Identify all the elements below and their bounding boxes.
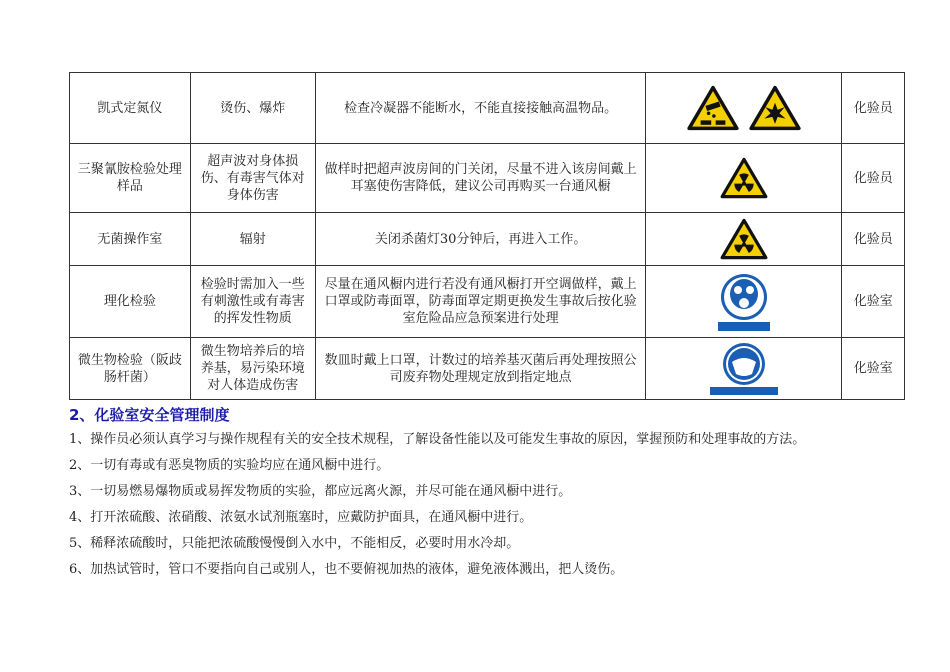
rule-item: 3、一切易燃易爆物质或易挥发物质的实验，都应远离火源，并尽可能在通风橱中进行。	[69, 484, 572, 499]
measures-cell: 做样时把超声波房间的门关闭，尽量不进入该房间戴上耳塞使伤害降低，建议公司再购买一台通风橱	[315, 144, 646, 213]
table-row	[70, 213, 905, 266]
section-heading: 2、化验室安全管理制度	[69, 406, 230, 424]
radiation-warning-sign	[715, 157, 773, 199]
signs-cell	[646, 73, 842, 144]
dept-cell: 化验室	[842, 338, 905, 400]
rules-list	[69, 431, 929, 587]
table-row	[70, 266, 905, 338]
item-cell: 微生物检验（阪歧肠杆菌）	[70, 338, 191, 400]
signs-cell	[646, 266, 842, 338]
dept-cell: 化验员	[842, 73, 905, 144]
rule-item: 5、稀释浓硫酸时，只能把浓硫酸慢慢倒入水中，不能相反，必要时用水冷却。	[69, 536, 520, 551]
measures-cell: 关闭杀菌灯30分钟后，再进入工作。	[315, 213, 646, 266]
rule-item: 4、打开浓硫酸、浓硝酸、浓氨水试剂瓶塞时，应戴防护面具，在通风橱中进行。	[69, 510, 533, 525]
table-row	[70, 338, 905, 400]
hazard-cell: 辐射	[190, 213, 315, 266]
table-row	[70, 73, 905, 144]
table-row	[70, 144, 905, 213]
dept-cell: 化验室	[842, 266, 905, 338]
explosion-warning-sign	[747, 85, 803, 131]
measures-cell: 数皿时戴上口罩，计数过的培养基灭菌后再处理按照公司废弃物处理规定放到指定地点	[315, 338, 646, 400]
dept-cell: 化验员	[842, 213, 905, 266]
corrosive-warning-sign	[685, 85, 741, 131]
rule-item: 2、一切有毒或有恶臭物质的实验均应在通风橱中进行。	[69, 458, 390, 473]
signs-cell	[646, 144, 842, 213]
measures-cell: 尽量在通风橱内进行若没有通风橱打开空调做样，戴上口罩或防毒面罩，防毒面罩定期更换发生事故后按化验室危险品应急预案进行处理	[315, 266, 646, 338]
signs-cell	[646, 338, 842, 400]
hazard-cell: 检验时需加入一些有刺激性或有毒害的挥发性物质	[190, 266, 315, 338]
item-cell: 凯式定氮仪	[70, 73, 191, 144]
item-cell: 理化检验	[70, 266, 191, 338]
hazard-cell: 超声波对身体损伤、有毒害气体对身体伤害	[190, 144, 315, 213]
item-cell: 无菌操作室	[70, 213, 191, 266]
hazard-table	[69, 72, 905, 400]
radiation-warning-sign	[715, 218, 773, 260]
measures-cell: 检查冷凝器不能断水，不能直接接触高温物品。	[315, 73, 646, 144]
hazard-cell: 烫伤、爆炸	[190, 73, 315, 144]
dept-cell: 化验员	[842, 144, 905, 213]
dust-mask-mandatory-sign	[702, 342, 786, 396]
gas-mask-mandatory-sign	[714, 272, 774, 332]
item-cell: 三聚氰胺检验处理样品	[70, 144, 191, 213]
signs-cell	[646, 213, 842, 266]
rule-item: 1、操作员必须认真学习与操作规程有关的安全技术规程，了解设备性能以及可能发生事故的原因，掌握预防和处理事故的方法。	[69, 432, 806, 447]
hazard-cell: 微生物培养后的培养基，易污染环境对人体造成伤害	[190, 338, 315, 400]
rule-item: 6、加热试管时，管口不要指向自己或别人，也不要俯视加热的液体，避免液体溅出，把人烫伤。	[69, 562, 624, 577]
